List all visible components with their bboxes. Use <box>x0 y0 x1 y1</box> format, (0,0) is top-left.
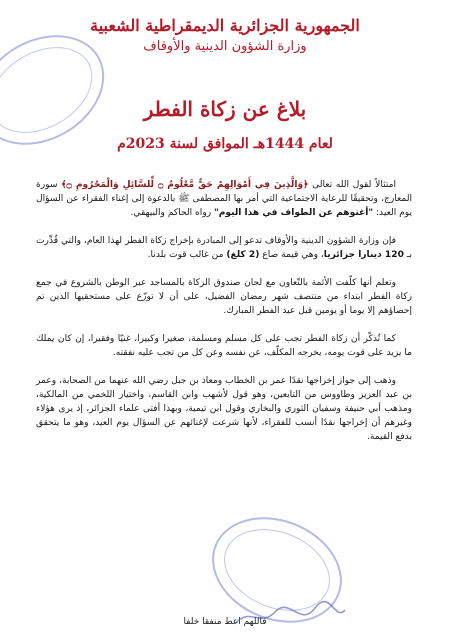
p2-part-b: ، وهي قيمة صاع <box>259 250 324 260</box>
document-subtitle: لعام 1444هـ الموافق لسنة 2023م <box>117 136 333 152</box>
hadith-source: رواه الحاكم والبيهقي. <box>130 208 214 218</box>
closing-prayer: فاللهم اعط منفقا خلفا <box>183 617 267 627</box>
hadith-quote: "أغنوهم عن الطواف في هذا اليوم" <box>214 208 374 218</box>
signature-mark <box>230 598 350 634</box>
p1-after-verse: سورة المعارج، وتحقيقًا للرعاية الاجتماعية التي أمر بها المصطفى ﷺ بالدعوة إلى إغناء الفقراء عن السؤال يوم العيد: <box>36 180 412 218</box>
paragraph-5: وذهب إلى جواز إخراجها نقدًا عمر بن الخطاب ومعاذ بن جبل رضي الله عنهما من الصحابة، وعمر بن عبد العزيز وطاووس من التابعين، وهو قول لأشهب وابن القاسم، واختيار اللخمي من المالكية، ومذهب أبي حنيفة وسفيان الثوري والبخاري وقول ابن تيمية، وبهذا أفتى علماء الجزائر، إذ يرى هؤلاء وغيرهم أن إخراجها نقدًا أنسب للفقراء، لأنها شرعت لإغنائهم عن السؤال يوم العيد، وهو ما يتحقق بدفع القيمة. <box>36 376 412 442</box>
document-body <box>36 178 412 458</box>
zakat-amount: 120 دينارا جزائريا <box>323 250 404 260</box>
zakat-weight: (2 كلغ) <box>226 250 260 260</box>
p2-part-c: من غالب قوت بلدنا. <box>147 250 227 260</box>
p2-part-a: فإن وزارة الشؤون الدينية والأوقاف تدعو إلى المبادرة بإخراج زكاة الفطر لهذا العام، والتي قُدِّرت بـ <box>36 236 412 260</box>
paragraph-3: وتعلم أنها كلّفت الأئمة بالتّعاون مع لجان صندوق الزكاة بالمساجد عبر الوطن بالشروع في جمع زكاة الفطر ابتداء من منتصف شهر رمضان الفضيل، على أن لا توزّع على مستحقيها الذين تم إحصاؤهم إلا يوما أو يومين قبل عيد الفطر المبارك. <box>36 278 412 316</box>
republic-header: الجمهورية الجزائرية الديمقراطية الشعبية <box>90 16 360 35</box>
p1-intro: امتثالاً لقول الله تعالى <box>308 180 396 190</box>
paragraph-4: كما تُذكّر أن زكاة الفطر تجب على كل مسلم ومسلمة، صغيرا وكبيرا، غنيّا وفقيرا، إن كان يملك ما يزيد على قوت يومه، يخرجه المكلّف، عن نفسه وعن كل من تجب عليه نفقته. <box>36 334 412 358</box>
document-title: بلاغ عن زكاة الفطر <box>143 97 307 121</box>
quran-verse: ﴿وَالَّذِينَ فِي أَمْوَالِهِمْ حَقٌّ مَّعْلُومٌ ۝ لِّلسَّائِلِ وَالْمَحْرُومِ ۝﴾ <box>61 180 309 190</box>
paragraph-1 <box>36 178 412 220</box>
paragraph-2 <box>36 234 412 262</box>
ministry-header: وزارة الشؤون الدينية والأوقاف <box>143 39 307 54</box>
